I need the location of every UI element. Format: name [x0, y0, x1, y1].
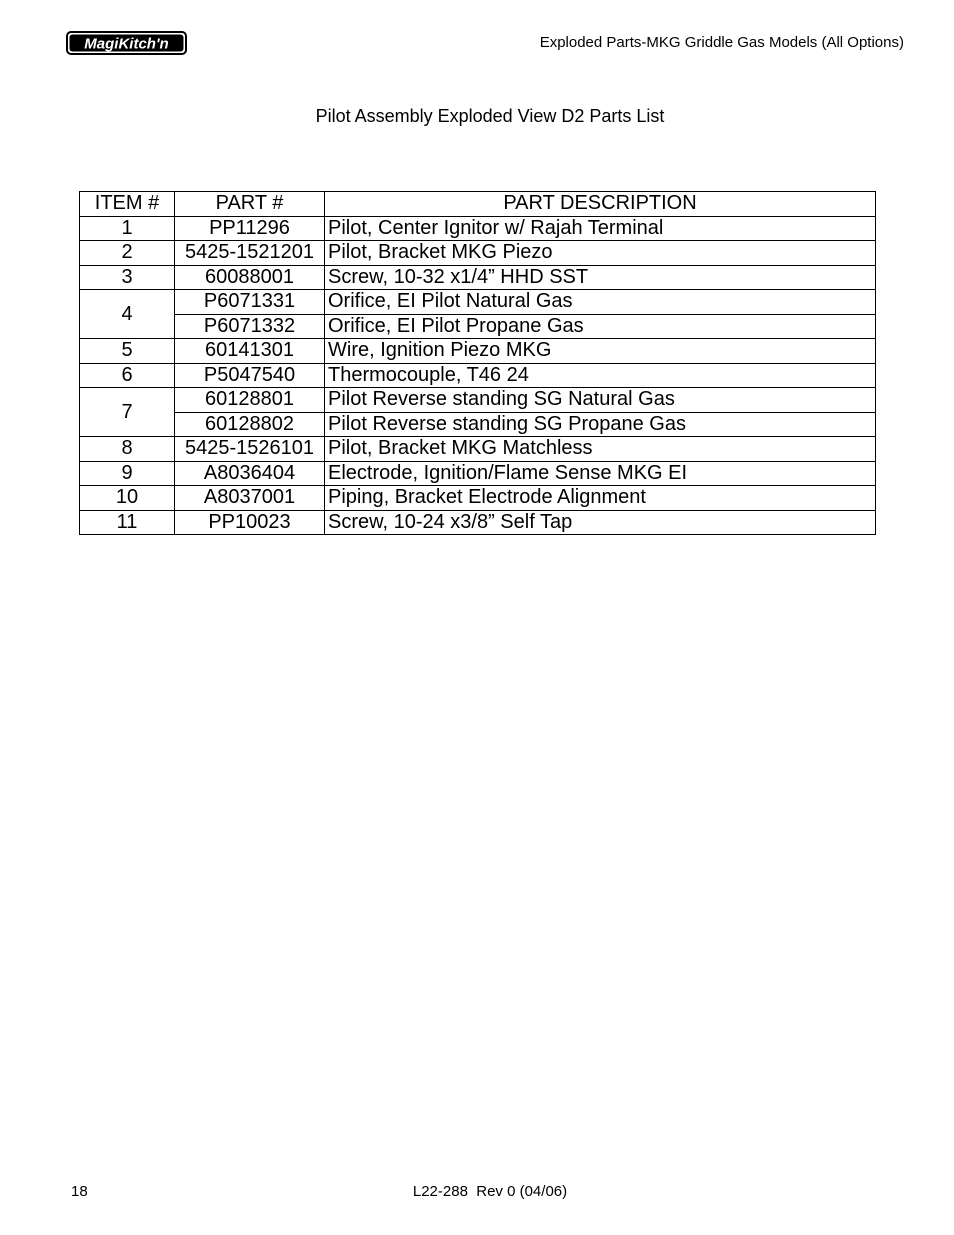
part-number-cell: A8036404	[175, 461, 325, 486]
part-number-cell: PP10023	[175, 510, 325, 535]
table-row	[80, 290, 876, 315]
part-number-cell: PP11296	[175, 216, 325, 241]
part-number-cell: P6071332	[175, 314, 325, 339]
item-number-cell: 5	[80, 339, 175, 364]
part-number-cell: 60128801	[175, 388, 325, 413]
part-number-cell: 5425-1521201	[175, 241, 325, 266]
item-number-cell: 10	[80, 486, 175, 511]
table-header-row	[80, 192, 876, 217]
column-header-description: PART DESCRIPTION	[325, 192, 876, 217]
part-description-cell: Pilot, Bracket MKG Piezo	[325, 241, 876, 266]
item-number-cell: 4	[80, 290, 175, 339]
page-title: Pilot Assembly Exploded View D2 Parts List	[315, 106, 665, 126]
parts-table	[79, 191, 876, 535]
table-row	[80, 265, 876, 290]
table-row	[80, 510, 876, 535]
part-description-cell: Pilot Reverse standing SG Natural Gas	[325, 388, 876, 413]
table-row	[80, 461, 876, 486]
table-row	[80, 437, 876, 462]
column-header-item: ITEM #	[80, 192, 175, 217]
part-number-cell: P6071331	[175, 290, 325, 315]
parts-table-body	[80, 216, 876, 535]
table-row	[80, 314, 876, 339]
column-header-part: PART #	[175, 192, 325, 217]
document-revision: L22-288 Rev 0 (04/06)	[412, 1183, 568, 1200]
part-description-cell: Piping, Bracket Electrode Alignment	[325, 486, 876, 511]
part-description-cell: Screw, 10-24 x3/8” Self Tap	[325, 510, 876, 535]
part-description-cell: Pilot Reverse standing SG Propane Gas	[325, 412, 876, 437]
item-number-cell: 7	[80, 388, 175, 437]
table-row	[80, 241, 876, 266]
part-number-cell: P5047540	[175, 363, 325, 388]
part-number-cell: 60088001	[175, 265, 325, 290]
table-row	[80, 486, 876, 511]
item-number-cell: 6	[80, 363, 175, 388]
page-number: 18	[71, 1183, 88, 1200]
table-row	[80, 412, 876, 437]
part-number-cell: 60128802	[175, 412, 325, 437]
part-number-cell: A8037001	[175, 486, 325, 511]
brand-logo-text: MagiKitch'n	[84, 35, 169, 53]
part-description-cell: Pilot, Center Ignitor w/ Rajah Terminal	[325, 216, 876, 241]
item-number-cell: 8	[80, 437, 175, 462]
table-row	[80, 339, 876, 364]
part-number-cell: 60141301	[175, 339, 325, 364]
brand-logo	[66, 31, 187, 55]
table-row	[80, 363, 876, 388]
item-number-cell: 9	[80, 461, 175, 486]
part-number-cell: 5425-1526101	[175, 437, 325, 462]
item-number-cell: 2	[80, 241, 175, 266]
item-number-cell: 3	[80, 265, 175, 290]
part-description-cell: Orifice, EI Pilot Natural Gas	[325, 290, 876, 315]
part-description-cell: Orifice, EI Pilot Propane Gas	[325, 314, 876, 339]
item-number-cell: 1	[80, 216, 175, 241]
table-row	[80, 216, 876, 241]
part-description-cell: Screw, 10-32 x1/4” HHD SST	[325, 265, 876, 290]
part-description-cell: Pilot, Bracket MKG Matchless	[325, 437, 876, 462]
part-description-cell: Electrode, Ignition/Flame Sense MKG EI	[325, 461, 876, 486]
header-title: Exploded Parts-MKG Griddle Gas Models (All Options)	[539, 34, 904, 51]
part-description-cell: Wire, Ignition Piezo MKG	[325, 339, 876, 364]
part-description-cell: Thermocouple, T46 24	[325, 363, 876, 388]
table-row	[80, 388, 876, 413]
item-number-cell: 11	[80, 510, 175, 535]
